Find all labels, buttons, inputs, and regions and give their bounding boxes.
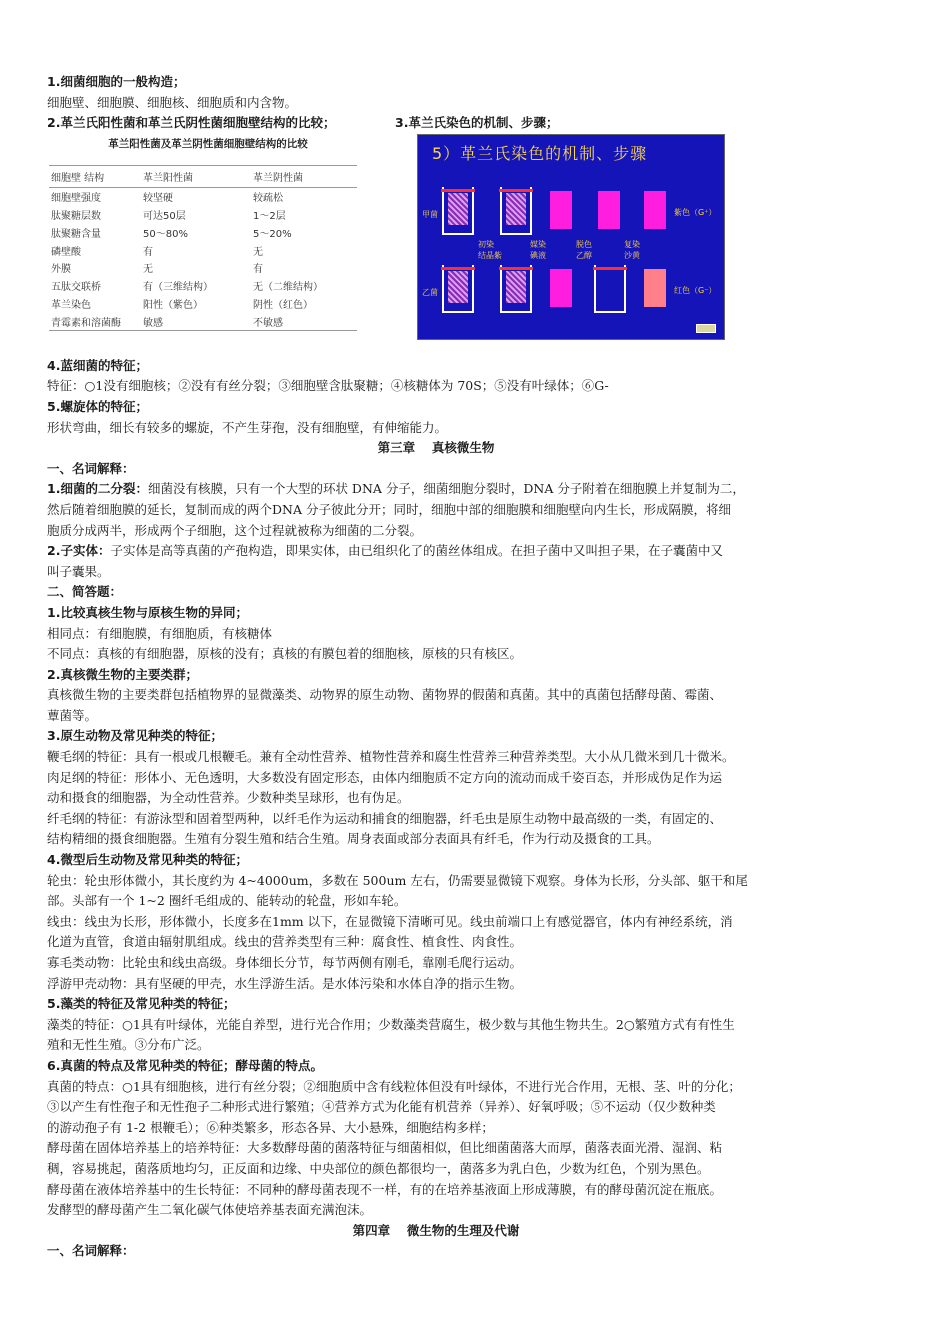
part-heading: 一、名词解释： <box>47 460 135 476</box>
paragraph-line: 寡毛类动物：比轮虫和线虫高级。身体细长分节，每节两侧有刚毛，靠刚毛爬行运动。 <box>47 955 523 970</box>
table-cell: 有（三维结构） <box>143 282 213 294</box>
table-cell: 五肽交联桥 <box>51 282 101 294</box>
magenta-cell <box>550 269 572 307</box>
table-row <box>49 241 357 259</box>
paragraph-line: 酵母菌在液体培养基中的生长特征：不同种的酵母菌表现不一样，有的在培养基液面上形成薄膜，有的酵母菌沉淀在瓶底。 <box>47 1181 723 1197</box>
part-heading: 二、简答题： <box>47 584 123 600</box>
section-heading: 1.细菌细胞的一般构造； <box>47 74 186 89</box>
table-header: 革兰阳性菌 <box>141 165 251 187</box>
table-row <box>49 187 357 205</box>
definition <box>47 479 825 500</box>
gram-stain-slide <box>417 134 725 340</box>
paragraph-line: 殖和无性生殖。③分布广泛。 <box>47 1037 210 1053</box>
answer-block <box>47 685 825 726</box>
table-row <box>49 294 357 312</box>
table-row <box>49 312 357 330</box>
paragraph: 形状弯曲，细长有较多的螺旋，不产生芽孢，没有细胞壁，有伸缩能力。 <box>47 419 448 435</box>
paragraph-line: 蕈菌等。 <box>47 707 98 723</box>
table-cell: 无（二维结构） <box>253 282 323 294</box>
paragraph-line: 藻类的特征：○1具有叶绿体，光能自养型，进行光合作用；少数藻类营腐生，极少数与其他生物共生。2○繁殖方式有有性生 <box>47 1016 735 1032</box>
stain-rack <box>442 187 474 235</box>
stain-rack <box>594 265 626 313</box>
question-title: 6.真菌的特点及常见种类的特征；酵母菌的特点。 <box>47 1057 323 1073</box>
question-title: 3.原生动物及常见种类的特征； <box>47 728 223 744</box>
slide-badge <box>696 324 716 333</box>
figure-row <box>47 134 825 356</box>
table-cell: 较疏松 <box>253 193 283 205</box>
stain-rack <box>500 265 532 313</box>
document-page <box>47 72 825 1262</box>
paragraph-line: 真菌的特点：○1具有细胞核，进行有丝分裂；②细胞质中含有线粒体但没有叶绿体，不进行光合作用，无根、茎、叶的分化； <box>47 1078 741 1094</box>
step-label: 初染 结晶紫 <box>478 239 502 260</box>
section-heading: 3.革兰氏染色的机制、步骤； <box>395 115 559 131</box>
table-cell: 外膜 <box>51 264 71 276</box>
table-cell: 阴性（红色） <box>253 299 313 311</box>
table-cell: 50～80% <box>143 228 188 240</box>
stain-rack <box>442 265 474 313</box>
table-row <box>49 259 357 277</box>
slide-title: 5）革兰氏染色的机制、步骤 <box>432 143 648 163</box>
table-cell: 磷壁酸 <box>51 246 81 258</box>
gram-comparison-table <box>49 165 357 331</box>
table-cell: 细胞壁强度 <box>51 193 101 205</box>
table-header: 细胞壁 结构 <box>49 165 141 187</box>
paragraph-line: 动和摄食的细胞器，为全动性营养。少数种类呈球形，也有伪足。 <box>47 790 410 806</box>
step-label: 媒染 碘液 <box>530 239 546 260</box>
paragraph-line: 酵母菌在固体培养基上的培养特征：大多数酵母菌的菌落特征与细菌相似，但比细菌菌落大而厚，菌落表面光滑、湿润、粘 <box>47 1140 723 1156</box>
table-cell: 5～20% <box>253 228 292 240</box>
paragraph-line: 轮虫：轮虫形体微小，其长度约为 4~4000um，多数在 500um 左右，仍需要显微镜下观察。身体为长形，分头部、躯干和尾 <box>47 872 748 888</box>
table-cell: 青霉素和溶菌酶 <box>49 312 141 330</box>
table-row <box>49 277 357 295</box>
paragraph-line: 然后随着细胞膜的延长，复制而成的两个DNA 分子彼此分开；同时，细胞中部的细胞膜和细胞壁向内生长，形成隔膜，将细 <box>47 501 731 517</box>
gram-comparison-figure <box>49 136 361 331</box>
paragraph-line: 稠，容易挑起，菌落质地均匀，正反面和边缘、中央部位的颜色都很均一，菌落多为乳白色，少数为红色，个别为黑色。 <box>47 1160 710 1176</box>
table-cell: 较坚硬 <box>143 193 173 205</box>
table-cell: 1～2层 <box>253 210 286 222</box>
magenta-cell <box>598 191 620 229</box>
paragraph-line: 线虫：线虫为长形，形体微小，长度多在1mm 以下，在显微镜下清晰可见。线虫前端口上有感觉器官，体内有神经系统，消 <box>47 913 733 929</box>
paragraph-line: 纤毛纲的特征：有游泳型和固着型两种，以纤毛作为运动和捕食的细胞器，纤毛虫是原生动物中最高级的一类，有固定的、 <box>47 810 723 826</box>
table-row <box>49 223 357 241</box>
paragraph-line: 肉足纲的特征：形体小、无色透明，大多数没有固定形态，由体内细胞质不定方向的流动而成千姿百态，并形成伪足作为运 <box>47 769 723 785</box>
paragraph-line: 胞质分成两半，形成两个子细胞，这个过程就被称为细菌的二分裂。 <box>47 522 423 538</box>
paragraph-line: 部。头部有一个 1~2 圈纤毛组成的、能转动的轮盘，形如车轮。 <box>47 893 407 909</box>
result-label: 红色（G⁻） <box>674 285 717 295</box>
part-heading: 一、名词解释： <box>47 1243 135 1259</box>
table-caption: 革兰阳性菌及革兰阴性菌细胞壁结构的比较 <box>108 137 308 150</box>
question-title: 2.真核微生物的主要类群； <box>47 666 198 682</box>
definition <box>47 541 825 562</box>
paragraph-line: 发酵型的酵母菌产生二氧化碳气体使培养基表面充满泡沫。 <box>47 1202 373 1218</box>
paragraph-line: 化道为直管，食道由辐射肌组成。线虫的营养类型有三种：腐食性、植食性、肉食性。 <box>47 934 523 950</box>
table-cell: 肽聚糖层数 <box>51 210 101 222</box>
table-header-row <box>49 165 357 187</box>
table-cell: 革兰染色 <box>51 299 91 311</box>
pink-cell <box>644 269 666 307</box>
answer-block <box>47 1015 825 1056</box>
definition-text: 子实体是高等真菌的产孢构造，即果实体，由已组织化了的菌丝体组成。在担子菌中又叫担子果，在子囊菌中又 <box>110 543 723 559</box>
chapter-title: 第三章 真核微生物 <box>377 440 495 456</box>
heading-row <box>47 113 825 134</box>
paragraph-line: 相同点：有细胞膜，有细胞质，有核糖体 <box>47 625 273 641</box>
table-cell: 肽聚糖含量 <box>51 228 101 240</box>
magenta-cell <box>550 191 572 229</box>
table-cell: 可达50层 <box>143 210 186 222</box>
paragraph: 细胞壁、细胞膜、细胞核、细胞质和内含物。 <box>47 94 298 110</box>
row-label: 乙菌 <box>422 287 438 297</box>
answer-block <box>47 624 825 665</box>
paragraph-line: 鞭毛纲的特征：具有一根或几根鞭毛。兼有全动性营养、植物性营养和腐生性营养三种营养类型。大小从几微米到几十微米。 <box>47 749 735 765</box>
table-cell: 阳性（紫色） <box>143 299 203 311</box>
definition-text: 细菌没有核膜，只有一个大型的环状 DNA 分子，细菌细胞分裂时，DNA 分子附着在细胞膜上并复制为二， <box>147 481 745 497</box>
step-label: 脱色 乙醇 <box>576 239 592 260</box>
question-title: 4.微型后生动物及常见种类的特征； <box>47 852 248 868</box>
table-cell: 有 <box>253 264 263 276</box>
table-row <box>49 206 357 224</box>
paragraph-line: ③以产生有性孢子和无性孢子二种形式进行繁殖；④营养方式为化能有机营养（异养）、好氧呼吸；⑤不运动（仅少数种类 <box>47 1099 716 1115</box>
paragraph-line: 结构精细的摄食细胞器。生殖有分裂生殖和结合生殖。周身表面或部分表面具有纤毛，作为行动及摄食的工具。 <box>47 831 660 847</box>
paragraph-line: 的游动孢子有 1-2 根鞭毛）；⑥种类繁多，形态各异、大小悬殊，细胞结构多样； <box>47 1119 494 1135</box>
paragraph-line: 不同点：真核的有细胞器，原核的没有；真核的有膜包着的细胞核，原核的只有核区。 <box>47 646 523 662</box>
stain-rack <box>500 187 532 235</box>
section-heading: 5.螺旋体的特征； <box>47 398 148 414</box>
section-heading: 2.革兰氏阳性菌和革兰氏阴性菌细胞壁结构的比较； <box>47 115 336 131</box>
result-label: 紫色（G⁺） <box>674 207 717 217</box>
definition-term: 2.子实体： <box>47 543 111 559</box>
table-cell: 敏感 <box>141 312 251 330</box>
table-cell: 不敏感 <box>251 312 357 330</box>
section-heading: 4.蓝细菌的特征； <box>47 357 148 373</box>
table-cell: 有 <box>143 246 153 258</box>
question-title: 1.比较真核生物与原核生物的异同； <box>47 604 248 620</box>
table-cell: 无 <box>143 264 153 276</box>
paragraph: 特征：○1没有细胞核；②没有有丝分裂；③细胞壁含肽聚糖；④核糖体为 70S；⑤没有叶绿体；⑥G- <box>47 378 609 394</box>
table-header: 革兰阴性菌 <box>251 165 357 187</box>
chapter-title: 第四章 微生物的生理及代谢 <box>352 1222 520 1238</box>
question-title: 5.藻类的特征及常见种类的特征； <box>47 996 236 1012</box>
answer-block <box>47 747 825 850</box>
definition-term: 1.细菌的二分裂： <box>47 481 148 497</box>
paragraph-line: 真核微生物的主要类群包括植物界的显微藻类、动物界的原生动物、菌物界的假菌和真菌。其中的真菌包括酵母菌、霉菌、 <box>47 687 723 703</box>
answer-block <box>47 1077 825 1221</box>
step-label: 复染 沙黄 <box>624 239 640 260</box>
magenta-cell <box>644 191 666 229</box>
table-body <box>49 187 357 330</box>
paragraph-line: 浮游甲壳动物：具有坚硬的甲壳，水生浮游生活。是水体污染和水体自净的指示生物。 <box>47 975 523 991</box>
answer-block <box>47 871 825 995</box>
row-label: 甲菌 <box>422 209 438 219</box>
table-cell: 无 <box>253 246 263 258</box>
paragraph-line: 叫子囊果。 <box>47 563 110 579</box>
